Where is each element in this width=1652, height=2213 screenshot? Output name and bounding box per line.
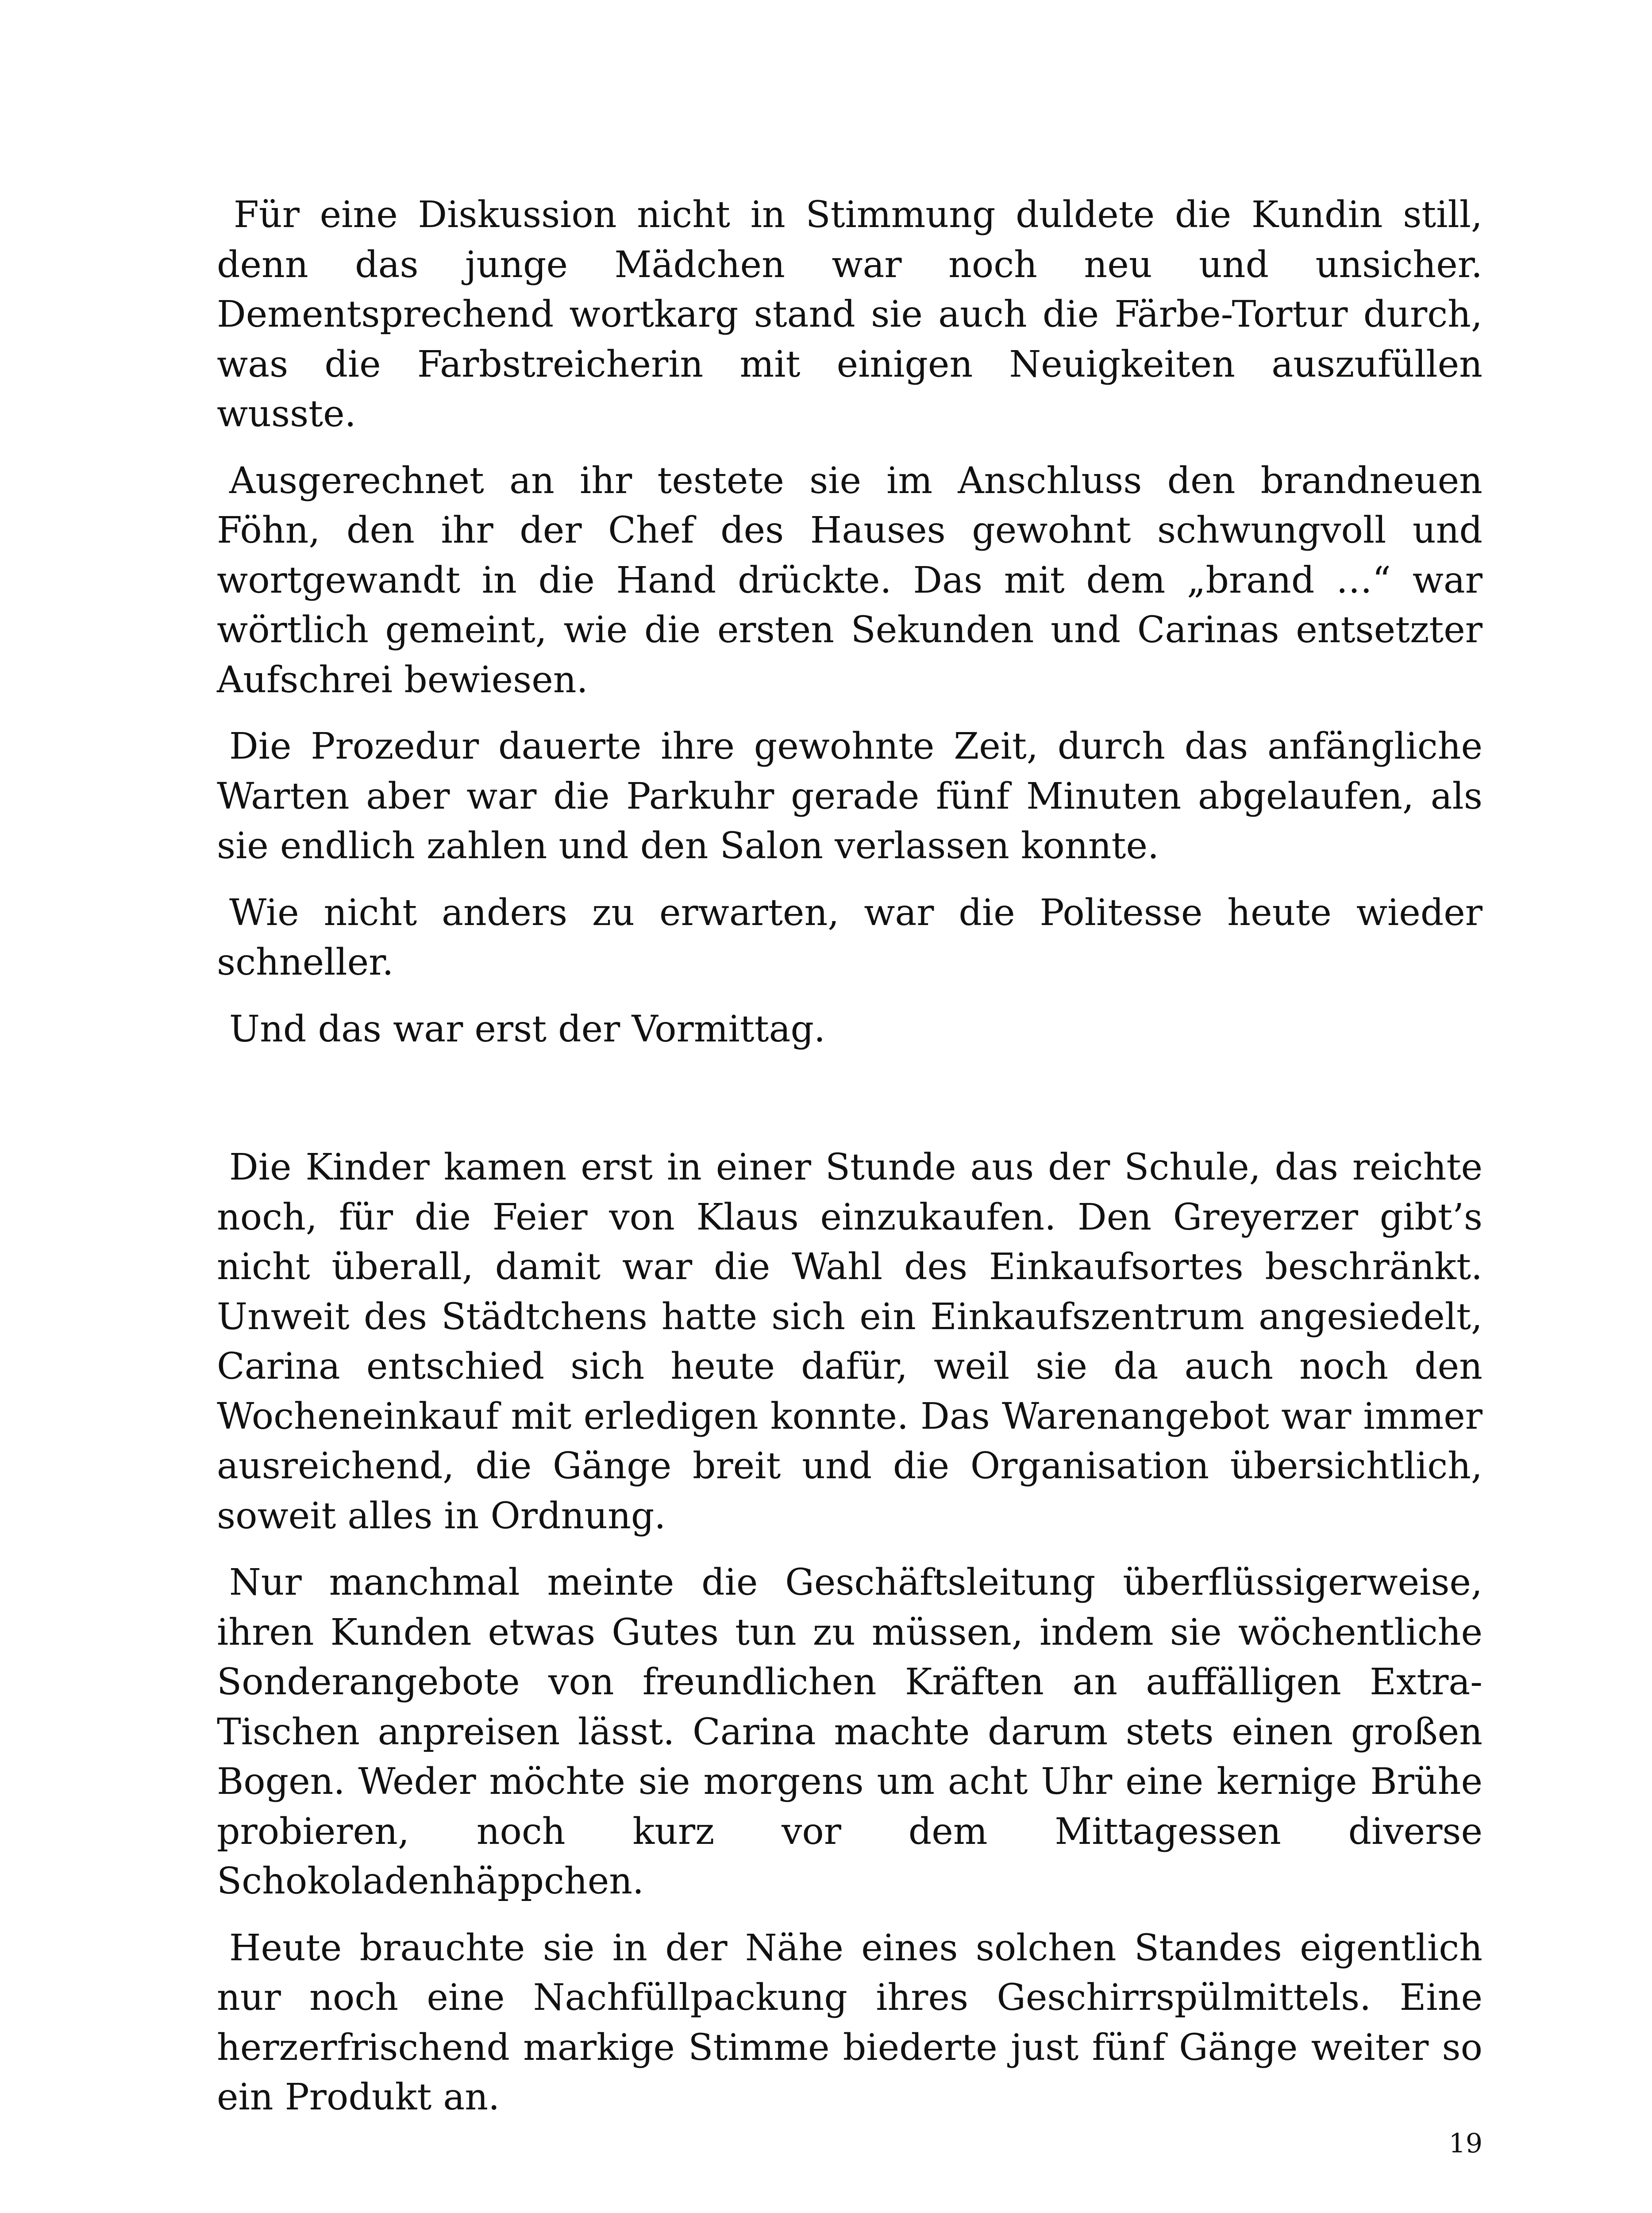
paragraph: Und das war erst der Vormittag. — [229, 1008, 826, 1050]
paragraph: Für eine Diskussion nicht in Stimmung duldete die Kundin still, denn das junge Mädchen war noch neu und unsicher. Dementsprechend wortkarg stand sie auch die Färbe-Tortur durch, was die Farbstreicherin mit einigen Neuigkeiten auszufüllen wusste. — [217, 194, 1483, 435]
paragraph: Die Kinder kamen erst in einer Stunde aus der Schule, das reichte noch, für die Feier von Klaus einzukaufen. Den Greyerzer gibt’s nicht überall, damit war die Wahl des Einkaufsortes beschränkt. Unweit des Städtchens hatte sich ein Einkaufszentrum angesiedelt, Carina entschied sich heute dafür, weil sie da auch noch den Wocheneinkauf mit erledigen konnte. Das Warenangebot war immer ausreichend, die Gänge breit und die Organisation übersichtlich, soweit alles in Ordnung. — [217, 1146, 1483, 1537]
body-text — [217, 190, 1483, 2123]
paragraph: Die Prozedur dauerte ihre gewohnte Zeit, durch das anfängliche Warten aber war die Parkuhr gerade fünf Minuten abgelaufen, als sie endlich zahlen und den Salon verlassen konnte. — [217, 725, 1483, 867]
paragraph: Wie nicht anders zu erwarten, war die Politesse heute wieder schneller. — [217, 891, 1483, 983]
paragraph: Heute brauchte sie in der Nähe eines solchen Standes eigentlich nur noch eine Nachfüllpackung ihres Geschirrspülmittels. Eine herzerfrischend markige Stimme biederte just fünf Gänge weiter so ein Produkt an. — [217, 1927, 1483, 2118]
paragraph: Ausgerechnet an ihr testete sie im Anschluss den brandneuen Föhn, den ihr der Chef des Hauses gewohnt schwungvoll und wortgewandt in die Hand drückte. Das mit dem „brand …“ war wörtlich gemeint, wie die ersten Sekunden und Carinas entsetzter Aufschrei bewiesen. — [217, 459, 1483, 701]
page-number: 19 — [1448, 2128, 1483, 2159]
paragraph: Nur manchmal meinte die Geschäftsleitung überflüssigerweise, ihren Kunden etwas Gutes tun zu müssen, indem sie wöchentliche Sonderangebote von freundlichen Kräften an auffälligen Extra-Tischen anpreisen lässt. Carina machte darum stets einen großen Bogen. Weder möchte sie morgens um acht Uhr eine kernige Brühe probieren, noch kurz vor dem Mittagessen diverse Schokoladenhäppchen. — [217, 1561, 1483, 1902]
section-break — [217, 1054, 1483, 1143]
